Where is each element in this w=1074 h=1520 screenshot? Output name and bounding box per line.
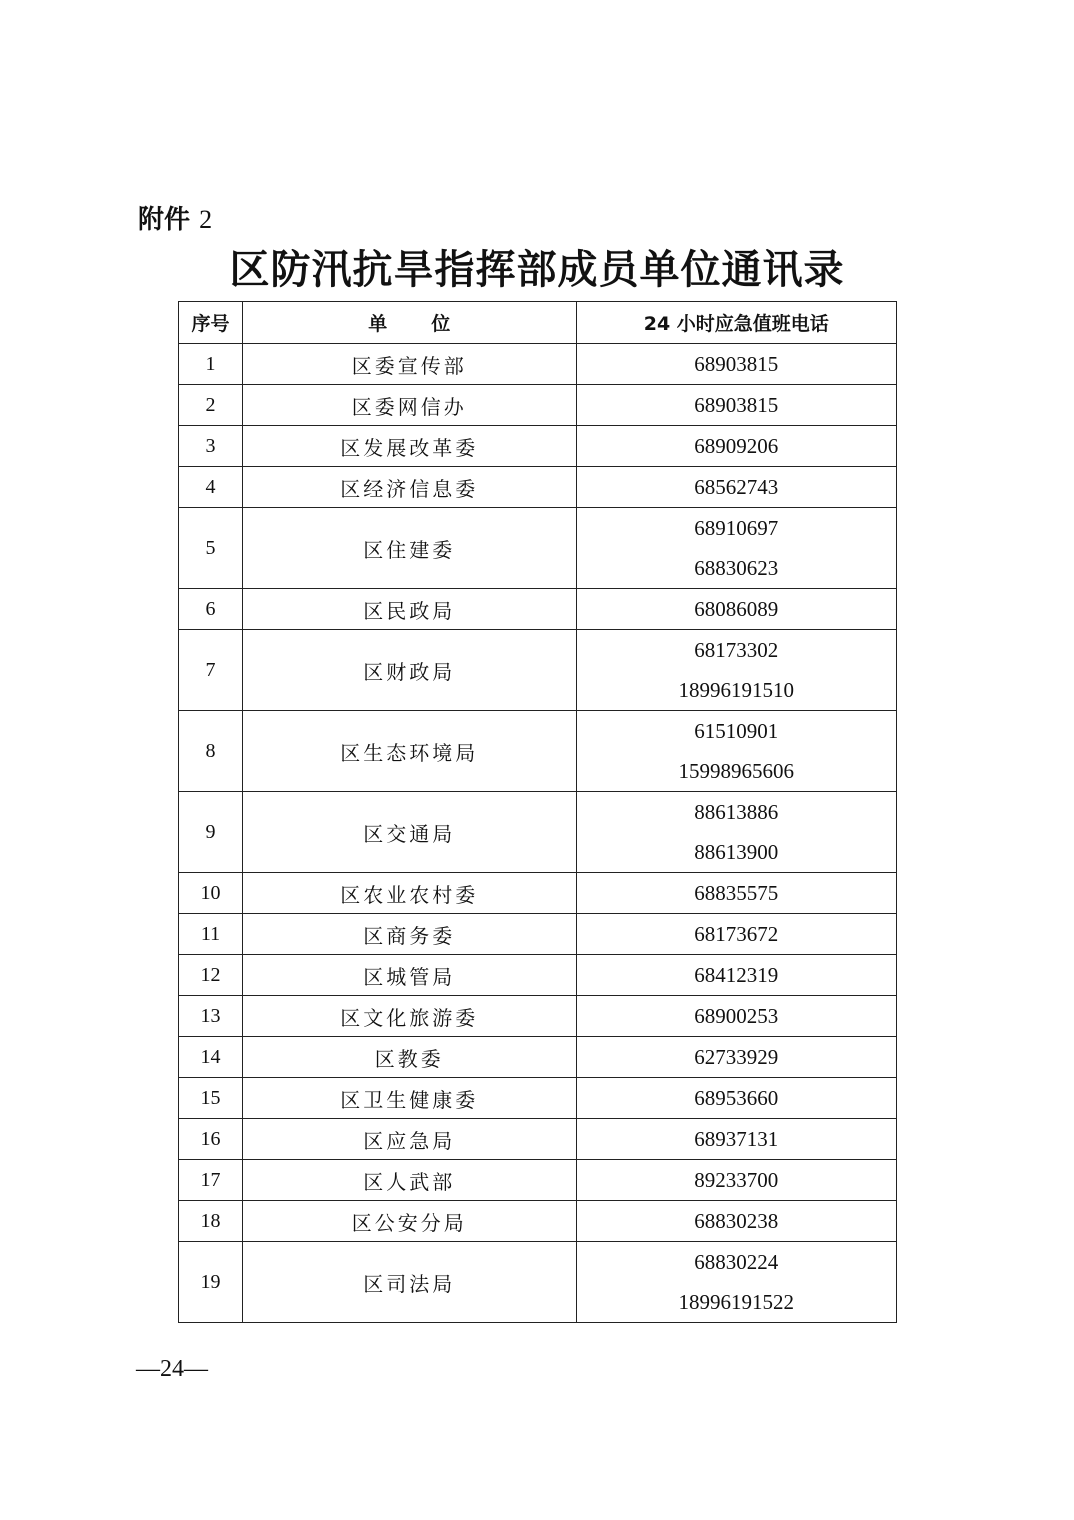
cell-unit: 区城管局 <box>243 955 576 996</box>
attachment-label <box>138 200 212 240</box>
cell-phone <box>576 1078 896 1119</box>
cell-phone <box>576 1119 896 1160</box>
cell-seq: 10 <box>179 873 243 914</box>
phone-number: 68562743 <box>694 475 779 499</box>
attachment-number: 2 <box>199 205 213 234</box>
cell-unit: 区民政局 <box>243 589 576 630</box>
cell-unit: 区住建委 <box>243 508 576 589</box>
cell-unit: 区卫生健康委 <box>243 1078 576 1119</box>
phone-number: 68173302 <box>694 638 779 662</box>
table-row <box>179 792 897 873</box>
table-row <box>179 1160 897 1201</box>
cell-phone <box>576 508 896 589</box>
cell-unit: 区人武部 <box>243 1160 576 1201</box>
table-row <box>179 630 897 711</box>
table-row <box>179 1037 897 1078</box>
header-unit <box>243 302 576 344</box>
attachment-text: 附件 <box>138 205 191 235</box>
table-row <box>179 873 897 914</box>
header-phone: 24 小时应急值班电话 <box>576 302 896 344</box>
cell-seq: 12 <box>179 955 243 996</box>
cell-phone <box>576 426 896 467</box>
cell-seq: 18 <box>179 1201 243 1242</box>
cell-seq: 13 <box>179 996 243 1037</box>
phone-number: 68412319 <box>694 963 779 987</box>
table-row <box>179 467 897 508</box>
cell-seq: 11 <box>179 914 243 955</box>
cell-phone <box>576 630 896 711</box>
table-row <box>179 508 897 589</box>
phone-number: 68953660 <box>694 1086 779 1110</box>
table-row <box>179 589 897 630</box>
cell-seq: 16 <box>179 1119 243 1160</box>
cell-seq: 3 <box>179 426 243 467</box>
phone-number: 18996191510 <box>678 678 795 702</box>
cell-phone <box>576 1201 896 1242</box>
cell-seq: 15 <box>179 1078 243 1119</box>
cell-unit: 区应急局 <box>243 1119 576 1160</box>
cell-phone <box>576 996 896 1037</box>
phone-number: 18996191522 <box>678 1290 795 1314</box>
phone-number: 61510901 <box>694 719 779 743</box>
cell-unit: 区财政局 <box>243 630 576 711</box>
cell-seq: 14 <box>179 1037 243 1078</box>
cell-phone <box>576 792 896 873</box>
cell-phone <box>576 589 896 630</box>
cell-unit: 区公安分局 <box>243 1201 576 1242</box>
cell-seq: 2 <box>179 385 243 426</box>
header-seq: 序号 <box>179 302 243 344</box>
phone-number: 15998965606 <box>678 759 795 783</box>
cell-phone <box>576 1160 896 1201</box>
header-unit-part2: 位 <box>431 313 451 335</box>
cell-unit: 区教委 <box>243 1037 576 1078</box>
cell-phone <box>576 467 896 508</box>
cell-seq: 9 <box>179 792 243 873</box>
phone-number: 88613900 <box>694 840 779 864</box>
table-header <box>179 302 897 344</box>
cell-seq: 7 <box>179 630 243 711</box>
cell-unit: 区委网信办 <box>243 385 576 426</box>
table-row <box>179 1119 897 1160</box>
cell-phone <box>576 955 896 996</box>
cell-phone <box>576 873 896 914</box>
cell-unit: 区商务委 <box>243 914 576 955</box>
table-row <box>179 1242 897 1323</box>
cell-unit: 区生态环境局 <box>243 711 576 792</box>
cell-unit: 区委宣传部 <box>243 344 576 385</box>
phone-number: 68830238 <box>694 1209 779 1233</box>
phone-number: 68909206 <box>694 434 779 458</box>
page-title: 区防汛抗旱指挥部成员单位通讯录 <box>229 246 845 293</box>
table-row <box>179 1078 897 1119</box>
phone-number: 68173672 <box>694 922 779 946</box>
cell-phone <box>576 385 896 426</box>
cell-seq: 4 <box>179 467 243 508</box>
cell-seq: 17 <box>179 1160 243 1201</box>
table-row <box>179 996 897 1037</box>
cell-seq: 19 <box>179 1242 243 1323</box>
cell-phone <box>576 914 896 955</box>
phone-number: 68903815 <box>694 352 779 376</box>
table-row <box>179 955 897 996</box>
contact-table <box>178 301 897 1323</box>
cell-unit: 区文化旅游委 <box>243 996 576 1037</box>
phone-number: 68835575 <box>694 881 779 905</box>
cell-phone <box>576 711 896 792</box>
phone-number: 68830623 <box>694 556 779 580</box>
phone-number: 88613886 <box>694 800 779 824</box>
page-number: —24— <box>136 1356 208 1382</box>
table-row <box>179 711 897 792</box>
header-row <box>179 302 897 344</box>
cell-unit: 区司法局 <box>243 1242 576 1323</box>
header-unit-part1: 单 <box>368 313 388 335</box>
table-row <box>179 914 897 955</box>
table-body <box>179 344 897 1323</box>
cell-seq: 5 <box>179 508 243 589</box>
table-row <box>179 344 897 385</box>
phone-number: 68903815 <box>694 393 779 417</box>
cell-unit: 区交通局 <box>243 792 576 873</box>
phone-number: 68937131 <box>694 1127 779 1151</box>
phone-number: 68900253 <box>694 1004 779 1028</box>
table-row <box>179 385 897 426</box>
cell-phone <box>576 344 896 385</box>
cell-unit: 区经济信息委 <box>243 467 576 508</box>
cell-seq: 8 <box>179 711 243 792</box>
cell-phone <box>576 1037 896 1078</box>
phone-number: 62733929 <box>694 1045 779 1069</box>
table-row <box>179 1201 897 1242</box>
table-row <box>179 426 897 467</box>
phone-number: 68086089 <box>694 597 779 621</box>
cell-seq: 6 <box>179 589 243 630</box>
phone-number: 89233700 <box>694 1168 779 1192</box>
cell-unit: 区发展改革委 <box>243 426 576 467</box>
cell-seq: 1 <box>179 344 243 385</box>
phone-number: 68830224 <box>694 1250 779 1274</box>
phone-number: 68910697 <box>694 516 779 540</box>
cell-unit: 区农业农村委 <box>243 873 576 914</box>
cell-phone <box>576 1242 896 1323</box>
